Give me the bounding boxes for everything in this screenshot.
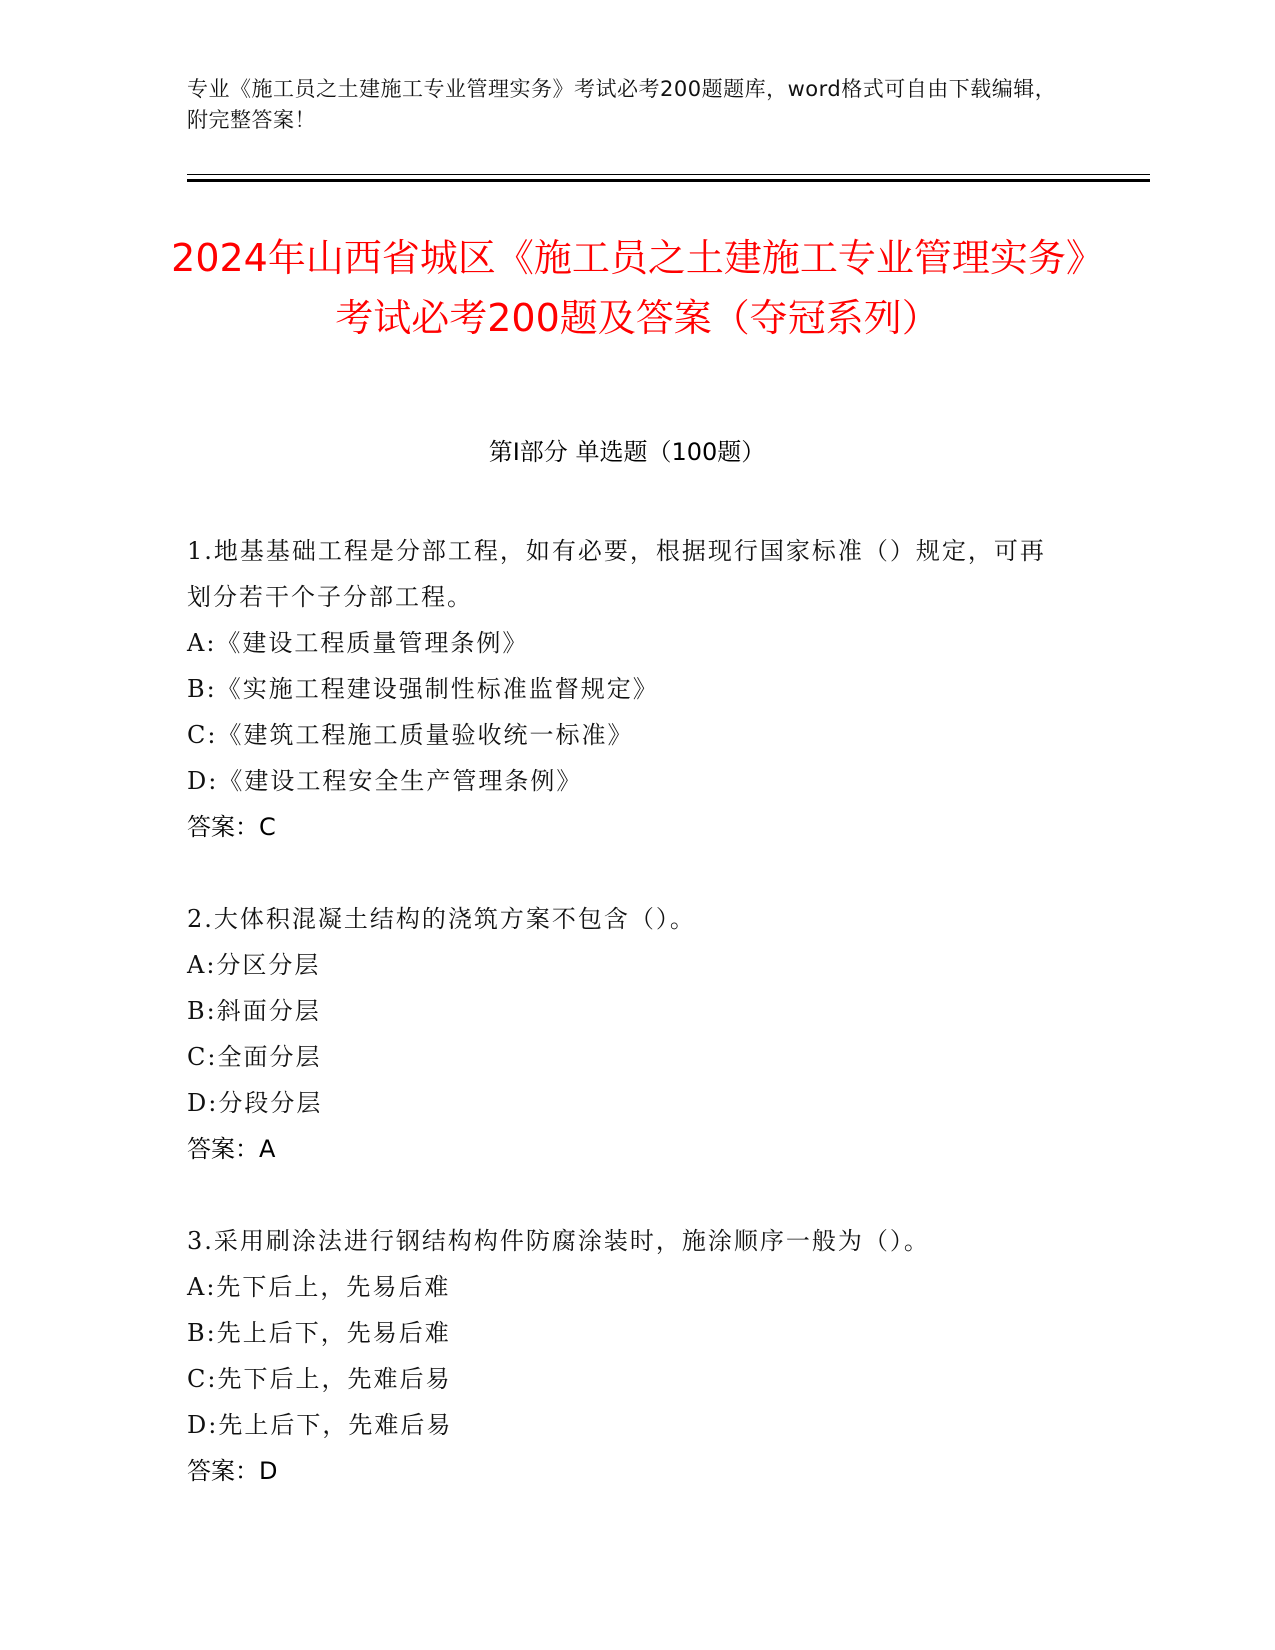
option-a: A:分区分层	[187, 951, 321, 979]
question-3	[187, 1218, 1067, 1494]
option-c: C:《建筑工程施工质量验收统一标准》	[187, 721, 634, 749]
option-b: B:斜面分层	[187, 997, 321, 1025]
question-list	[187, 528, 1067, 1540]
document-title: 2024年山西省城区《施工员之土建施工专业管理实务》考试必考200题及答案（夺冠系列）	[171, 236, 1104, 340]
answer: 答案：D	[187, 1457, 278, 1485]
option-d: D:分段分层	[187, 1089, 323, 1117]
answer: 答案：A	[187, 1135, 276, 1163]
option-c: C:先下后上，先难后易	[187, 1365, 452, 1393]
question-1	[187, 528, 1067, 850]
option-b: B:《实施工程建设强制性标准监督规定》	[187, 675, 659, 703]
section-heading: 第Ⅰ部分 单选题（100题）	[488, 438, 766, 466]
option-a: A:先下后上，先易后难	[187, 1273, 451, 1301]
question-stem: 3.采用刷涂法进行钢结构构件防腐涂装时，施涂顺序一般为（）。	[187, 1227, 930, 1255]
option-d: D:《建设工程安全生产管理条例》	[187, 767, 583, 795]
question-stem: 1.地基基础工程是分部工程，如有必要，根据现行国家标准（）规定，可再划分若干个子分部工程。	[187, 537, 1046, 611]
option-b: B:先上后下，先易后难	[187, 1319, 451, 1347]
option-d: D:先上后下，先难后易	[187, 1411, 453, 1439]
option-c: C:全面分层	[187, 1043, 322, 1071]
question-stem: 2.大体积混凝土结构的浇筑方案不包含（）。	[187, 905, 696, 933]
answer: 答案：C	[187, 813, 276, 841]
question-2	[187, 896, 1067, 1172]
option-a: A:《建设工程质量管理条例》	[187, 629, 529, 657]
header-rule-thin	[187, 174, 1150, 175]
header-note: 专业《施工员之土建施工专业管理实务》考试必考200题题库，word格式可自由下载编辑，附完整答案！	[187, 77, 1057, 132]
header-rule-thick	[187, 179, 1150, 182]
